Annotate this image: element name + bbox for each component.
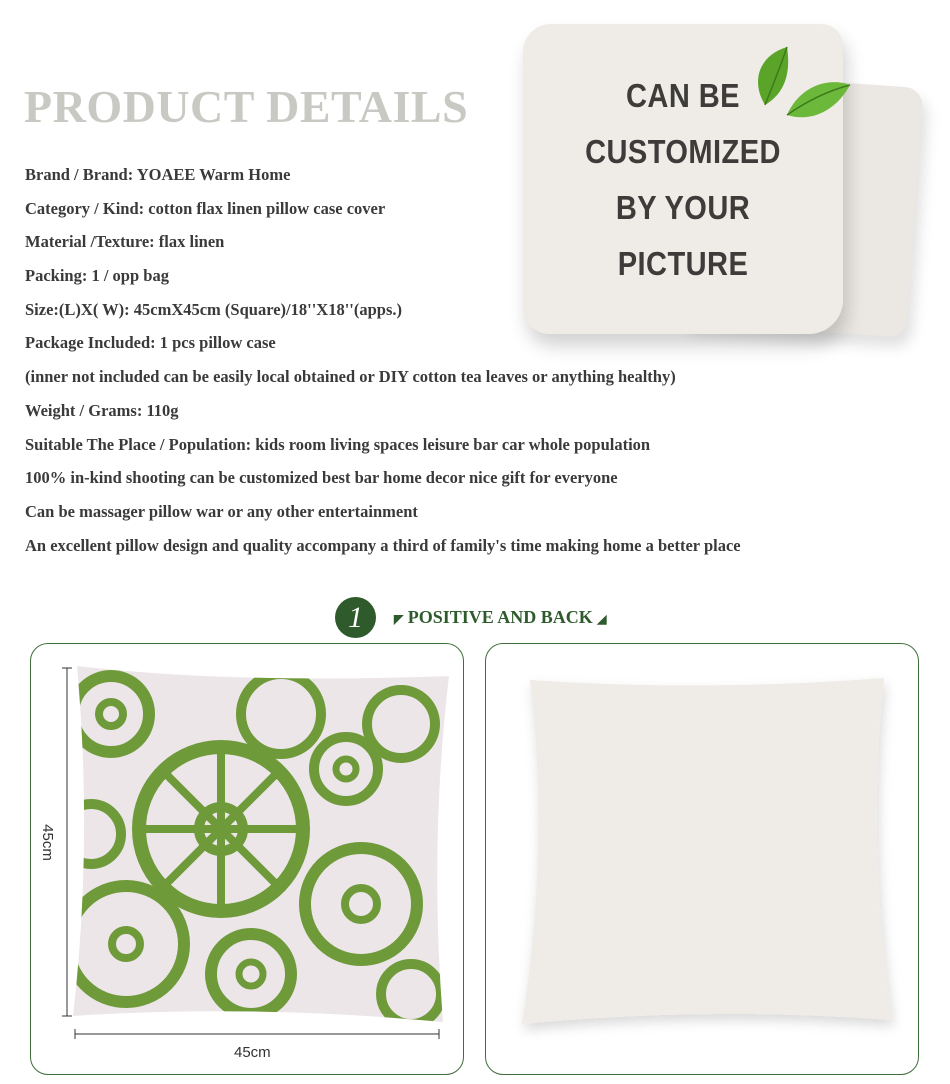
detail-inner-note: (inner not included can be easily local obtained or DIY cotton tea leaves or anything healthy) [25,367,676,387]
detail-suitable: Suitable The Place / Population: kids room living spaces leisure bar car whole population [25,434,651,454]
linen-pillow-back-image [486,644,918,1074]
detail-category: Category / Kind: cotton flax linen pillow case cover [25,198,386,218]
front-view-panel [30,643,464,1075]
detail-brand: Brand / Brand: YOAEE Warm Home [25,165,291,184]
triangle-right-icon: ◢ [597,612,607,626]
hero-line-3: BY YOUR [615,189,751,226]
width-dimension-label: 45cm [234,1044,271,1061]
section-title [394,607,607,628]
hero-line-2: CUSTOMIZED [585,133,781,170]
section-title-text: POSITIVE AND BACK [407,607,593,627]
detail-shooting: 100% in-kind shooting can be customized best bar home decor nice gift for everyone [25,468,618,488]
back-view-panel [485,643,919,1075]
section-number-badge: 1 [335,597,376,638]
detail-quality: An excellent pillow design and quality accompany a third of family's time making home a better place [25,535,741,555]
detail-size: Size:(L)X( W): 45cmX45cm (Square)/18''X18''(apps.) [25,299,403,319]
detail-usage: Can be massager pillow war or any other entertainment [25,501,418,521]
page-title: PRODUCT DETAILS [24,81,469,132]
gear-pillow-image [31,644,463,1074]
detail-package: Package Included: 1 pcs pillow case [25,333,276,353]
detail-material: Material /Texture: flax linen [25,232,225,252]
detail-weight: Weight / Grams: 110g [25,400,179,420]
leaf-icon [745,35,855,135]
hero-line-4: PICTURE [617,245,749,282]
triangle-left-icon: ◤ [394,612,404,626]
hero-line-1: CAN BE [626,77,740,114]
detail-packing: Packing: 1 / opp bag [25,266,169,286]
hero-pillow-image [505,10,925,355]
height-dimension-label: 45cm [38,824,56,861]
